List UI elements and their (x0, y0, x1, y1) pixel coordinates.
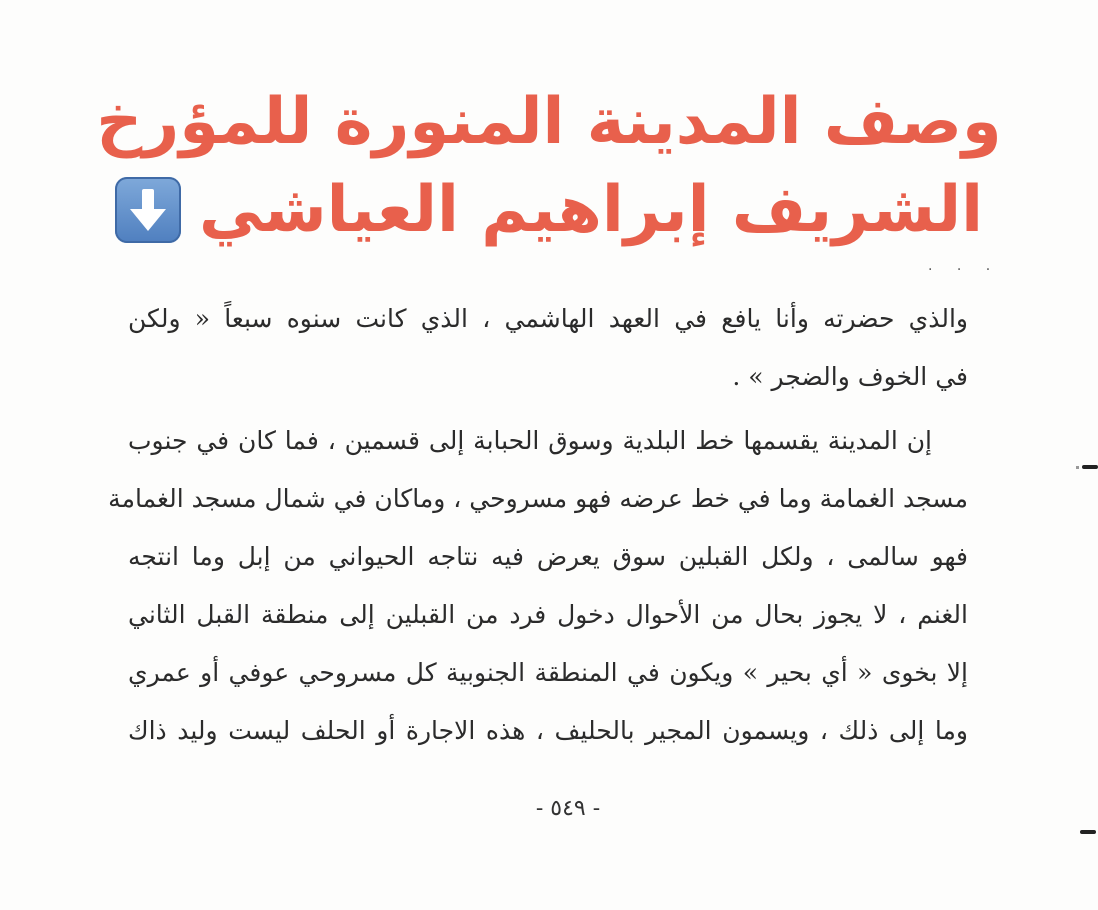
scan-edge-mark (1082, 465, 1098, 469)
body-text (108, 290, 968, 760)
text-line: فهو سالمى ، ولكل القبلين سوق يعرض فيه نتاجه الحيواني من إبل وما انتجه (128, 542, 968, 571)
scan-edge-mark (1080, 830, 1096, 834)
paragraph-1 (128, 290, 968, 406)
text-line: إن المدينة يقسمها خط البلدية وسوق الحبابة إلى قسمين ، فما كان في جنوب (128, 426, 932, 455)
text-line: مسجد الغمامة وما في خط عرضه فهو مسروحي ، وماكان في شمال مسجد الغمامة (108, 484, 968, 513)
text-line: إلا بخوى « أي بحير » ويكون في المنطقة الجنوبية كل مسروحي عوفي أو عمري (128, 658, 968, 687)
down-arrow-icon (115, 177, 181, 243)
post-title (0, 78, 1098, 254)
text-line: في الخوف والضجر » . (732, 362, 968, 391)
title-line-1: وصف المدينة المنورة للمؤرخ (96, 85, 1002, 159)
text-line: والذي حضرته وأنا يافع في العهد الهاشمي ، الذي كانت سنوه سبعاً « ولكن (128, 304, 968, 333)
text-line: الغنم ، لا يجوز بحال من الأحوال دخول فرد من القبلين إلى منطقة القبل الثاني (128, 600, 968, 629)
page-number: - ٥٤٩ - (535, 796, 601, 821)
text-line: وما إلى ذلك ، ويسمون المجير بالحليف ، هذه الاجارة أو الحلف ليست وليد ذاك (128, 716, 968, 745)
paragraph-2 (108, 412, 968, 760)
title-line-2: الشريف إبراهيم العياشي (198, 173, 984, 247)
top-marks: . . . (928, 258, 1001, 274)
scan-artifact (1076, 466, 1079, 469)
